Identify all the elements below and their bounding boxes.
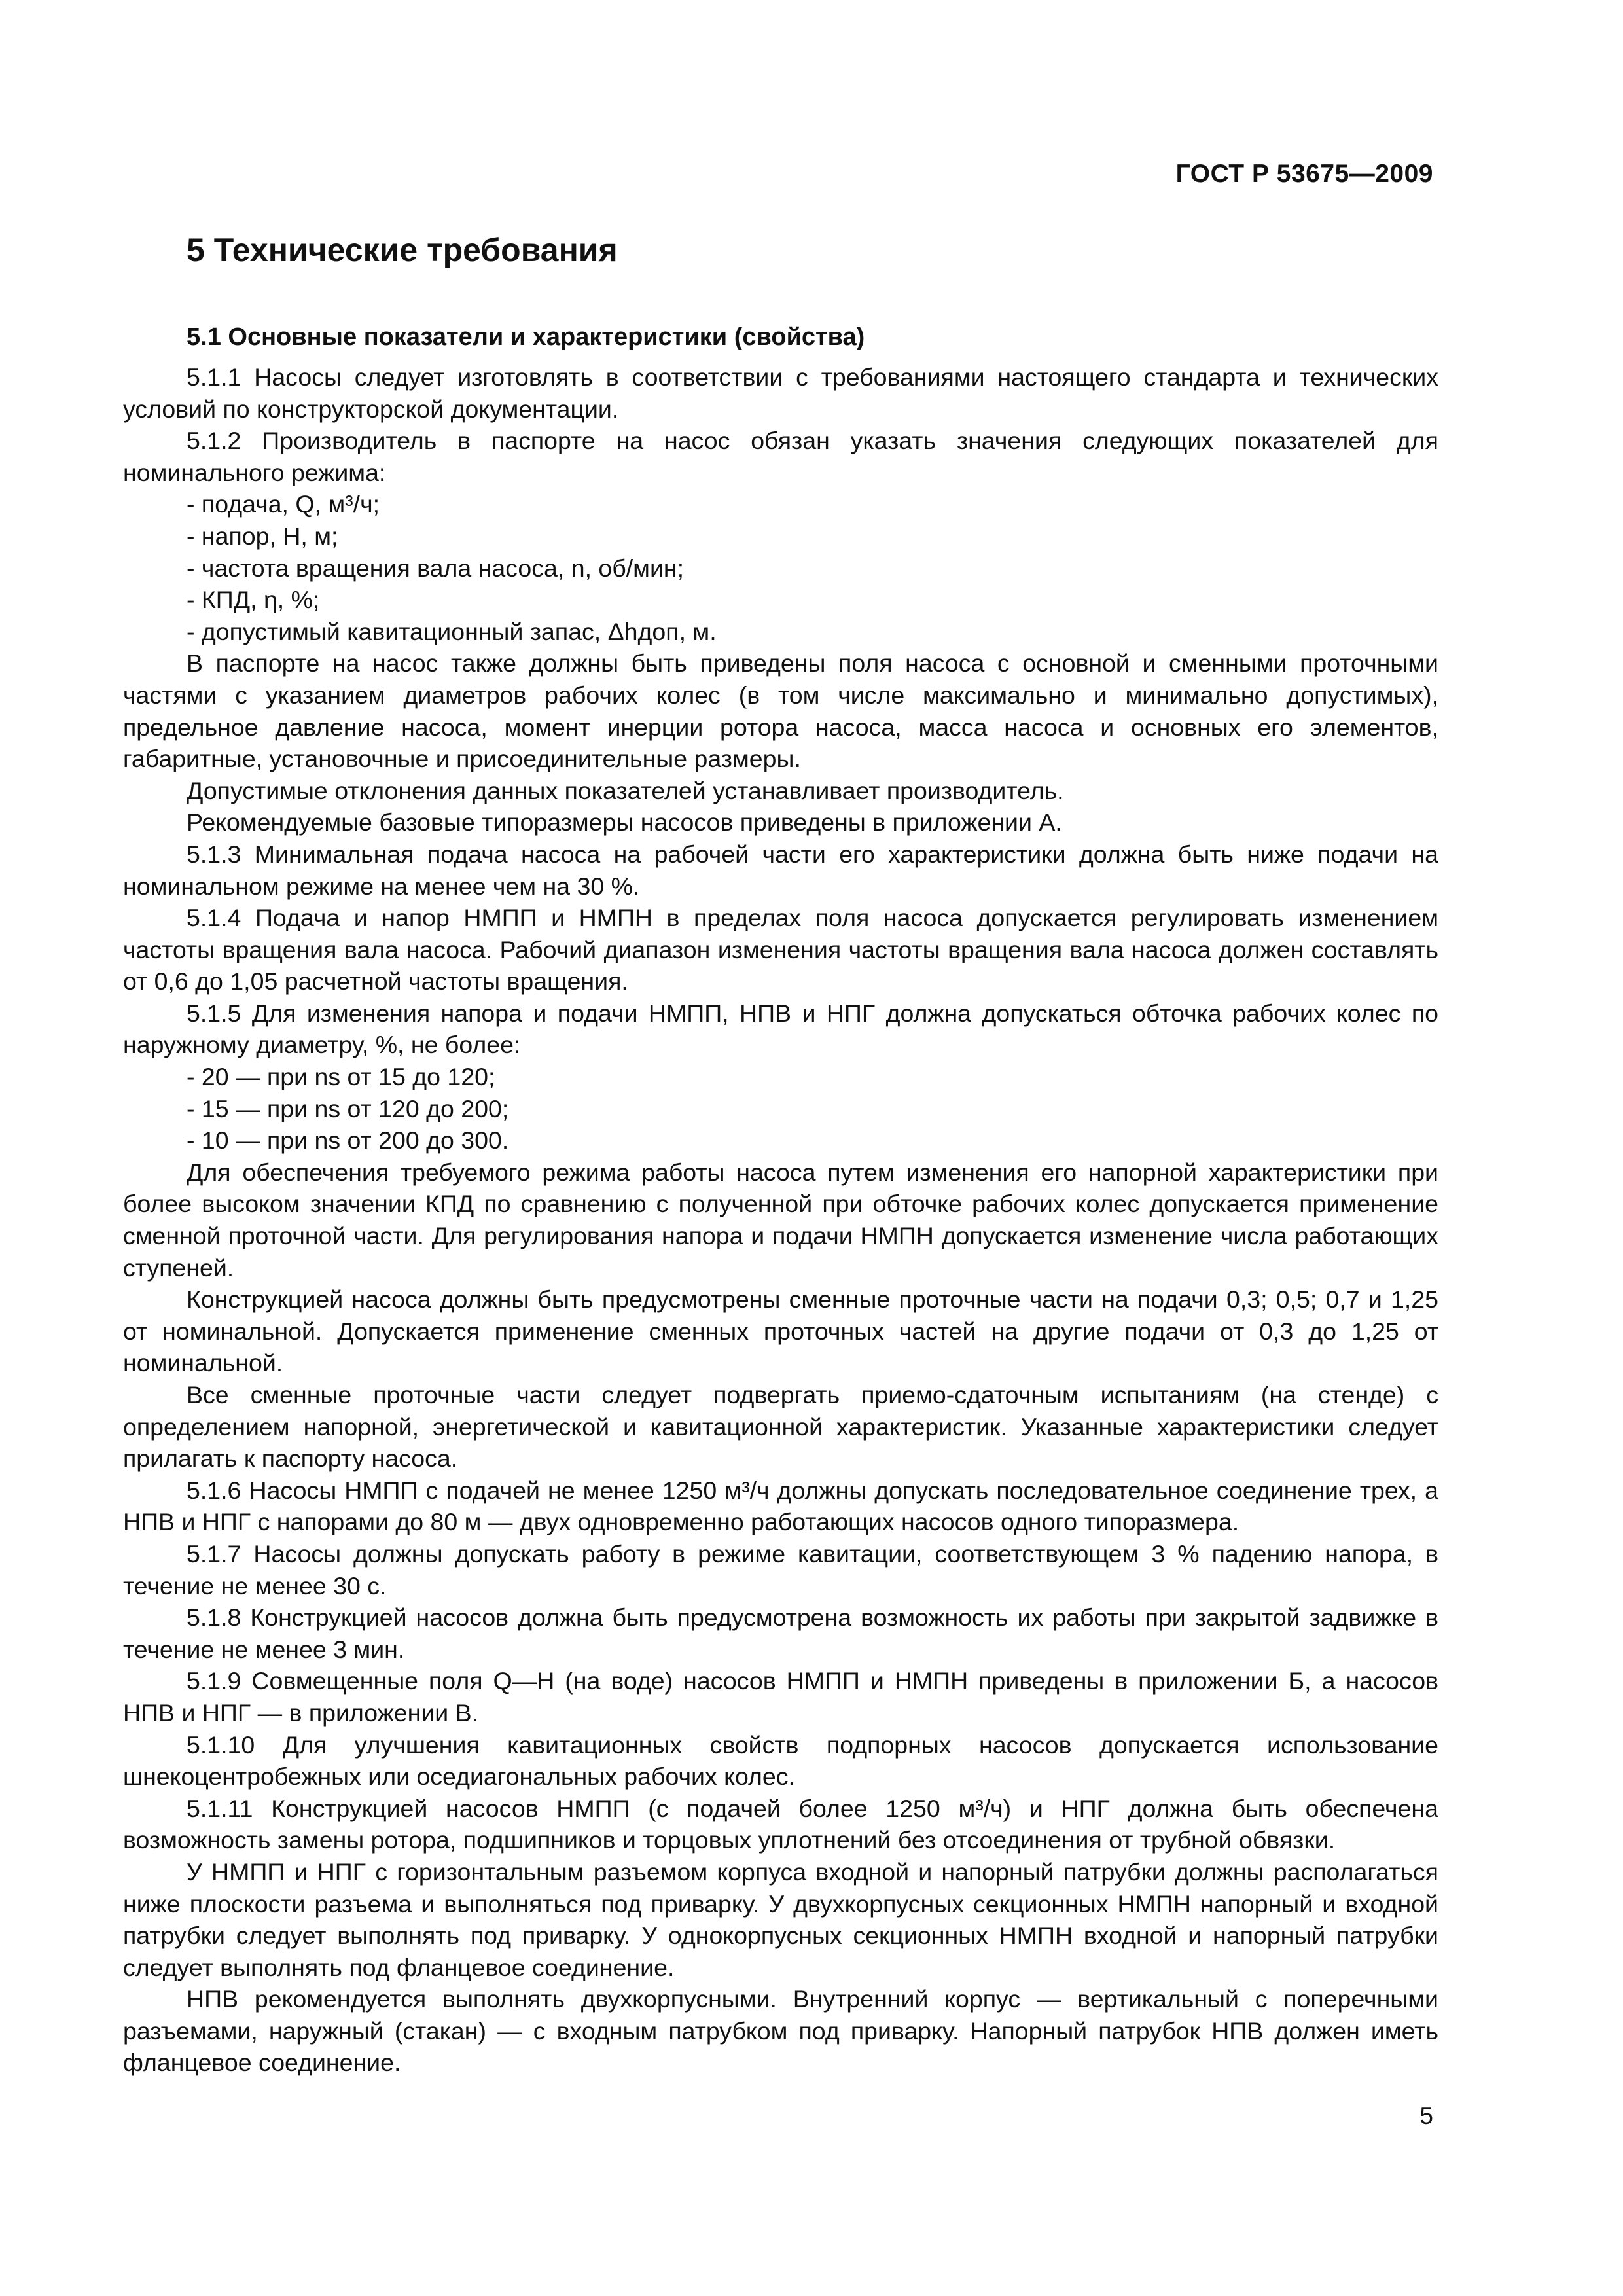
paragraph: 5.1.8 Конструкцией насосов должна быть предусмотрена возможность их работы при закрытой задвижке в течение не менее 3 мин. (123, 1604, 1438, 1663)
document-id: ГОСТ Р 53675—2009 (1175, 160, 1433, 188)
paragraph: 5.1.5 Для изменения напора и подачи НМПП, НПВ и НПГ должна допускаться обточка рабочих колес по наружному диаметру, %, не более: (123, 999, 1438, 1059)
page-number: 5 (1419, 2102, 1433, 2129)
subsection-title: 5.1 Основные показатели и характеристики (свойства) (187, 323, 865, 351)
paragraph: 5.1.4 Подача и напор НМПП и НМПН в пределах поля насоса допускается регулировать изменением частоты вращения вала насоса. Рабочий диапазон изменения частоты вращения вала насоса должен составлять от 0,6 до 1,05 расчетной частоты вращения. (123, 904, 1438, 996)
list-item: - 10 — при ns от 200 до 300. (187, 1126, 509, 1155)
paragraph: 5.1.2 Производитель в паспорте на насос обязан указать значения следующих показателей для номинального режима: (123, 427, 1438, 486)
paragraph: У НМПП и НПГ с горизонтальным разъемом корпуса входной и напорный патрубки должны располагаться ниже плоскости разъема и выполняться под приварку. У двухкорпусных секционных НМПН напорный и входной патрубки следует выполнять под приварку. У однокорпусных секционных НМПН входной и напорный патрубки следует выполнять под фланцевое соединение. (123, 1857, 1438, 1981)
paragraph: Допустимые отклонения данных показателей устанавливает производитель. (187, 776, 1064, 804)
list-item: - 15 — при ns от 120 до 200; (187, 1094, 509, 1122)
paragraph: Рекомендуемые базовые типоразмеры насосов приведены в приложении А. (187, 808, 1062, 836)
paragraph: 5.1.10 Для улучшения кавитационных свойств подпорных насосов допускается использование шнекоцентробежных или оседиагональных рабочих колес. (123, 1731, 1438, 1791)
paragraph: Конструкцией насоса должны быть предусмотрены сменные проточные части на подачи 0,3; 0,5; 0,7 и 1,25 от номинальной. Допускается применение сменных проточных частей на другие подачи от 0,3 до 1,25 от номинальной. (123, 1285, 1438, 1377)
list-item: - КПД, η, %; (187, 586, 320, 614)
paragraph: 5.1.7 Насосы должны допускать работу в режиме кавитации, соответствующем 3 % падению напора, в течение не менее 30 с. (123, 1539, 1438, 1600)
paragraph: В паспорте на насос также должны быть приведены поля насоса с основной и сменными проточными частями с указанием диаметров рабочих колес (в том числе максимально и минимально допустимых), предельное давление насоса, момент инерции ротора насоса, масса насоса и основных его элементов, габаритные, установочные и присоединительные размеры. (123, 649, 1438, 773)
page-content (123, 229, 1438, 2079)
list-item: - частота вращения вала насоса, n, об/мин; (187, 554, 685, 582)
paragraph: 5.1.6 Насосы НМПП с подачей не менее 1250 м³/ч должны допускать последовательное соединение трех, а НПВ и НПГ с напорами до 80 м — двух одновременно работающих насосов одного типоразмера. (123, 1476, 1438, 1536)
paragraph: 5.1.1 Насосы следует изготовлять в соответствии с требованиями настоящего стандарта и технических условий по конструкторской документации. (123, 363, 1438, 423)
paragraph: Для обеспечения требуемого режима работы насоса путем изменения его напорной характеристики при более высоком значении КПД по сравнению с полученной при обточке рабочих колес допускается применение сменной проточной части. Для регулирования напора и подачи НМПН допускается изменение числа работающих ступеней. (123, 1158, 1438, 1282)
list-item: - подача, Q, м³/ч; (187, 490, 380, 518)
section-title: 5 Технические требования (187, 232, 618, 268)
list-item: - 20 — при ns от 15 до 120; (187, 1063, 495, 1091)
paragraph: Все сменные проточные части следует подвергать приемо-сдаточным испытаниям (на стенде) с определением напорной, энергетической и кавитационной характеристик. Указанные характеристики следует прилагать к паспорту насоса. (123, 1381, 1438, 1473)
paragraph: НПВ рекомендуется выполнять двухкорпусными. Внутренний корпус — вертикальный с поперечными разъемами, наружный (стакан) — с входным патрубком под приварку. Напорный патрубок НПВ должен иметь фланцевое соединение. (123, 1985, 1438, 2077)
paragraph: 5.1.3 Минимальная подача насоса на рабочей части его характеристики должна быть ниже подачи на номинальном режиме на менее чем на 30 %. (123, 840, 1438, 900)
paragraph: 5.1.9 Совмещенные поля Q—H (на воде) насосов НМПП и НМПН приведены в приложении Б, а насосов НПВ и НПГ — в приложении В. (123, 1667, 1438, 1727)
paragraph: 5.1.11 Конструкцией насосов НМПП (с подачей более 1250 м³/ч) и НПГ должна быть обеспечена возможность замены ротора, подшипников и торцовых уплотнений без отсоединения от трубной обвязки. (123, 1794, 1438, 1854)
list-item: - допустимый кавитационный запас, Δhдоп, м. (187, 617, 717, 645)
list-item: - напор, H, м; (187, 522, 338, 550)
